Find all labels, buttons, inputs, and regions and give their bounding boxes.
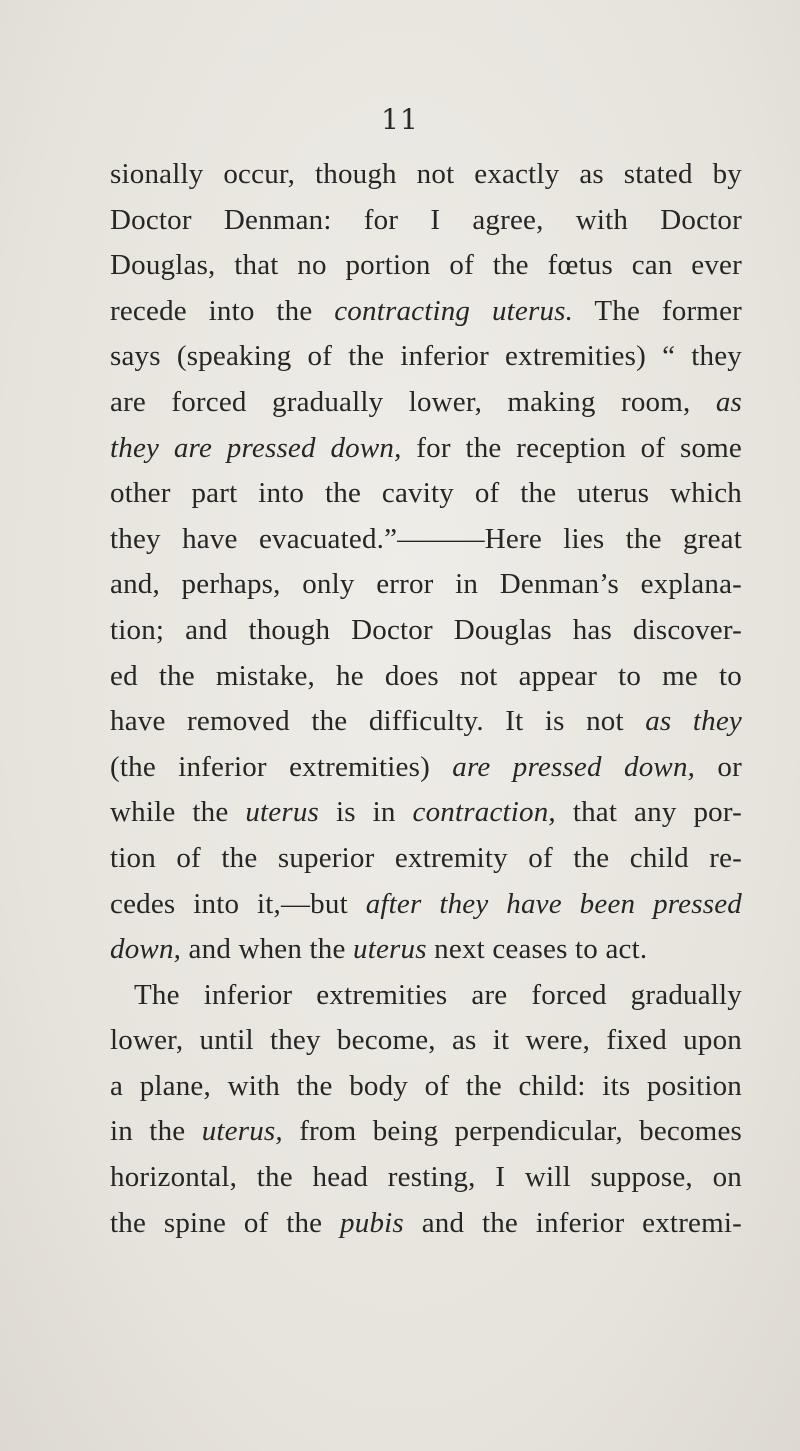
text-line xyxy=(110,608,742,654)
text-run: in the xyxy=(110,1115,202,1148)
text-line xyxy=(110,699,742,745)
text-run: says (speaking of the inferior extremities) “ they xyxy=(110,340,742,373)
text-line xyxy=(110,1018,742,1064)
text-run: Doctor Denman: for I agree, with Doctor xyxy=(110,203,742,236)
text-line xyxy=(110,790,742,836)
text-run: have removed the difficulty. It is not xyxy=(110,705,646,738)
text-line xyxy=(110,562,742,608)
text-line xyxy=(110,882,742,928)
text-run: (the inferior extremities) xyxy=(110,750,453,783)
text-line xyxy=(110,289,742,335)
text-line xyxy=(110,380,742,426)
italic-text: after they have been pressed xyxy=(365,887,742,920)
text-run: The inferior extremities are forced gradually xyxy=(134,978,742,1011)
body-text xyxy=(110,152,742,1246)
text-run: while the xyxy=(110,796,246,829)
text-run: horizontal, the head resting, I will suppose, on xyxy=(110,1161,742,1194)
text-run: a plane, with the body of the child: its position xyxy=(110,1069,742,1102)
text-line xyxy=(110,471,742,517)
text-run: recede into the xyxy=(110,294,335,327)
text-run: or xyxy=(695,750,742,783)
text-line xyxy=(110,198,742,244)
italic-text: are pressed down, xyxy=(452,750,696,783)
text-run: are forced gradually lower, making room, xyxy=(110,385,716,418)
text-line xyxy=(110,745,742,791)
italic-text: down, xyxy=(110,933,182,966)
text-run: lower, until they become, as it were, fixed upon xyxy=(110,1024,742,1057)
italic-text: uterus xyxy=(353,933,427,966)
italic-text: contraction, xyxy=(412,796,556,829)
text-line xyxy=(110,152,742,198)
text-run: sionally occur, though not exactly as stated by xyxy=(110,158,742,190)
text-line xyxy=(110,654,742,700)
text-line xyxy=(110,1064,742,1110)
text-run: and the inferior extremi- xyxy=(403,1206,742,1239)
text-run: tion; and though Doctor Douglas has discover- xyxy=(110,613,742,646)
text-run: and when the xyxy=(181,933,354,966)
italic-text: they are pressed down, xyxy=(110,431,402,464)
text-run: tion of the superior extremity of the child re- xyxy=(110,841,742,874)
page-number: 11 xyxy=(381,103,419,136)
text-run: that any por- xyxy=(555,796,742,829)
italic-text: pubis xyxy=(340,1206,404,1239)
text-line xyxy=(110,243,742,289)
text-run: and, perhaps, only error in Denman’s explana- xyxy=(110,568,742,601)
text-line xyxy=(110,836,742,882)
text-run: The former xyxy=(573,294,742,327)
text-line xyxy=(110,334,742,380)
text-line xyxy=(110,426,742,472)
text-run: for the reception of some xyxy=(401,431,742,464)
text-run: the spine of the xyxy=(110,1206,341,1239)
text-run: Douglas, that no portion of the fœtus can ever xyxy=(110,249,742,282)
text-run: is in xyxy=(319,796,413,829)
italic-text: uterus, xyxy=(201,1115,283,1148)
text-line xyxy=(110,1201,742,1247)
italic-text: uterus xyxy=(245,796,320,829)
text-run: they have evacuated.”———Here lies the great xyxy=(110,522,742,555)
italic-text: as they xyxy=(645,705,742,738)
text-line xyxy=(110,973,742,1019)
italic-text: as xyxy=(715,385,742,418)
italic-text: contracting uterus. xyxy=(334,294,574,327)
text-line xyxy=(110,927,742,973)
text-run: from being perpendicular, becomes xyxy=(282,1115,742,1148)
text-line xyxy=(110,1109,742,1155)
text-run: next ceases to act. xyxy=(426,933,648,966)
text-run: other part into the cavity of the uterus which xyxy=(110,477,742,510)
text-run: ed the mistake, he does not appear to me to xyxy=(110,659,742,692)
text-run: cedes into it,—but xyxy=(110,887,366,920)
text-line xyxy=(110,517,742,563)
text-line xyxy=(110,1155,742,1201)
